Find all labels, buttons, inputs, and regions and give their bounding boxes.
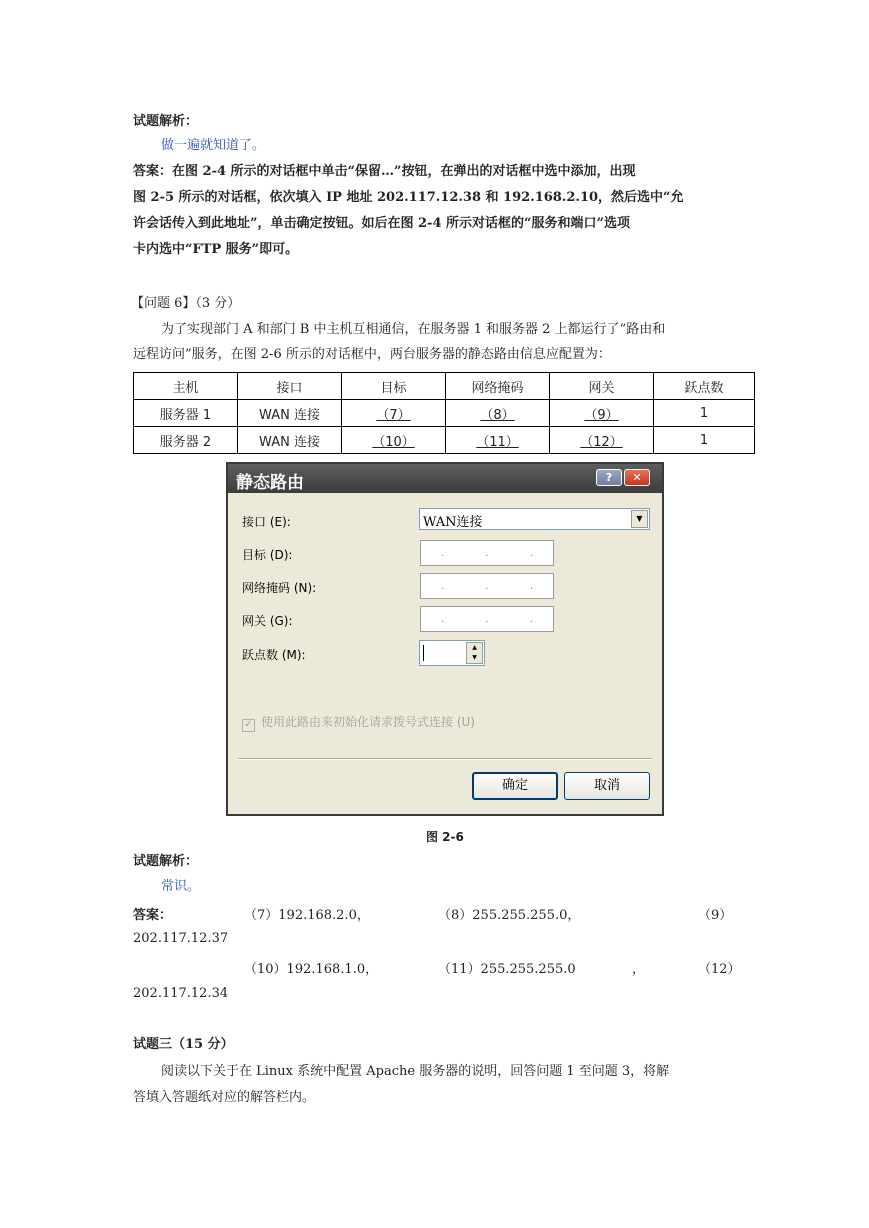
mask-ip-input[interactable]: . . .	[420, 573, 554, 599]
answer-comma: ，	[632, 962, 646, 977]
question-3-heading: 试题三（15 分）	[133, 1037, 234, 1052]
analysis-heading: 试题解析：	[133, 114, 199, 129]
target-label: 目标 (D):	[242, 548, 293, 562]
close-icon[interactable]: ✕	[624, 469, 650, 486]
question-3-line-2: 答填入答题纸对应的解答栏内。	[133, 1090, 316, 1105]
dialog-titlebar	[228, 464, 662, 493]
answer-8: （8）255.255.255.0，	[438, 908, 581, 923]
cell-mask	[446, 400, 550, 427]
question-6-line-2: 远程访问”服务，在图 2-6 所示的对话框中，两台服务器的静态路由信息应配置为：	[133, 347, 611, 362]
blank-10: （10）	[372, 434, 415, 450]
ok-button[interactable]: 确定	[472, 772, 558, 800]
gateway-ip-input[interactable]: . . .	[420, 606, 554, 632]
interface-value: WAN连接	[423, 515, 483, 530]
analysis-text: 做一遍就知道了。	[161, 138, 266, 153]
answer-9: （9）	[698, 908, 733, 923]
help-icon[interactable]: ?	[596, 469, 622, 486]
hops-stepper[interactable]	[419, 640, 485, 666]
text-caret	[423, 645, 424, 661]
demand-dial-checkbox[interactable]	[242, 713, 475, 732]
figure-caption: 图 2-6	[426, 830, 464, 844]
answer-line-4: 卡内选中“FTP 服务”即可。	[133, 242, 299, 257]
cell-hops: 1	[654, 427, 755, 454]
gateway-label: 网关 (G):	[242, 614, 293, 628]
question-6-line-1: 为了实现部门 A 和部门 B 中主机互相通信，在服务器 1 和服务器 2 上都运行了“路由和	[161, 322, 666, 337]
target-ip-input[interactable]: . . .	[420, 540, 554, 566]
header-gateway: 网关	[550, 373, 654, 400]
answer-line-3: 许会话传入到此地址”，单击确定按钮。如后在图 2-4 所示对话框的“服务和端口”选项	[133, 216, 630, 231]
header-mask: 网络掩码	[446, 373, 550, 400]
hops-label: 跃点数 (M):	[242, 648, 306, 662]
interface-label: 接口 (E):	[242, 515, 291, 529]
dialog-divider	[238, 758, 652, 760]
static-route-dialog	[226, 462, 664, 816]
blank-12: （12）	[580, 434, 623, 450]
cell-interface: WAN 连接	[238, 400, 342, 427]
cell-target	[342, 427, 446, 454]
chevron-down-icon[interactable]: ▼	[631, 510, 648, 528]
checkmark-icon: ✓	[242, 719, 255, 732]
blank-8: （8）	[480, 407, 515, 423]
analysis-text-2: 常识。	[161, 879, 201, 894]
answer-11: （11）255.255.255.0	[438, 962, 576, 977]
header-interface: 接口	[238, 373, 342, 400]
answer-12: （12）	[698, 962, 741, 977]
blank-9: （9）	[584, 407, 619, 423]
header-target: 目标	[342, 373, 446, 400]
answer-label: 答案：	[133, 164, 173, 179]
demand-dial-label: 使用此路由来初始化请求拨号式连接 (U)	[261, 715, 475, 729]
analysis-heading-2: 试题解析：	[133, 854, 199, 869]
table-row	[134, 427, 755, 454]
cell-hops: 1	[654, 400, 755, 427]
route-table	[133, 372, 755, 454]
cell-interface: WAN 连接	[238, 427, 342, 454]
answer-line-1: 在图 2-4 所示的对话框中单击“保留…”按钮，在弹出的对话框中选中添加，出现	[172, 164, 636, 179]
cell-target	[342, 400, 446, 427]
answer-line-2: 图 2-5 所示的对话框，依次填入 IP 地址 202.117.12.38 和 192.168.2.10，然后选中“允	[133, 190, 684, 205]
mask-label: 网络掩码 (N):	[242, 581, 317, 595]
answer-9-value: 202.117.12.37	[133, 931, 229, 946]
cell-host: 服务器 2	[134, 427, 238, 454]
header-host: 主机	[134, 373, 238, 400]
cell-gateway	[550, 427, 654, 454]
table-header-row	[134, 373, 755, 400]
spin-arrows-icon[interactable]: ▲ ▼	[466, 642, 483, 664]
cell-gateway	[550, 400, 654, 427]
answer-paragraph	[133, 160, 636, 184]
cell-mask	[446, 427, 550, 454]
blank-7: （7）	[376, 407, 411, 423]
answer-12-value: 202.117.12.34	[133, 986, 229, 1001]
blank-11: （11）	[476, 434, 519, 450]
dialog-title: 静态路由	[236, 473, 304, 493]
question-3-line-1: 阅读以下关于在 Linux 系统中配置 Apache 服务器的说明，回答问题 1 至问题 3，将解	[161, 1064, 670, 1079]
table-row	[134, 400, 755, 427]
header-hops: 跃点数	[654, 373, 755, 400]
answer-10: （10）192.168.1.0，	[244, 962, 379, 977]
interface-select[interactable]	[419, 508, 650, 530]
cancel-button[interactable]: 取消	[564, 772, 650, 800]
question-6-heading: 【问题 6】（3 分）	[131, 296, 241, 311]
answer-label-2: 答案：	[133, 908, 173, 923]
cell-host: 服务器 1	[134, 400, 238, 427]
answer-7: （7）192.168.2.0，	[244, 908, 370, 923]
